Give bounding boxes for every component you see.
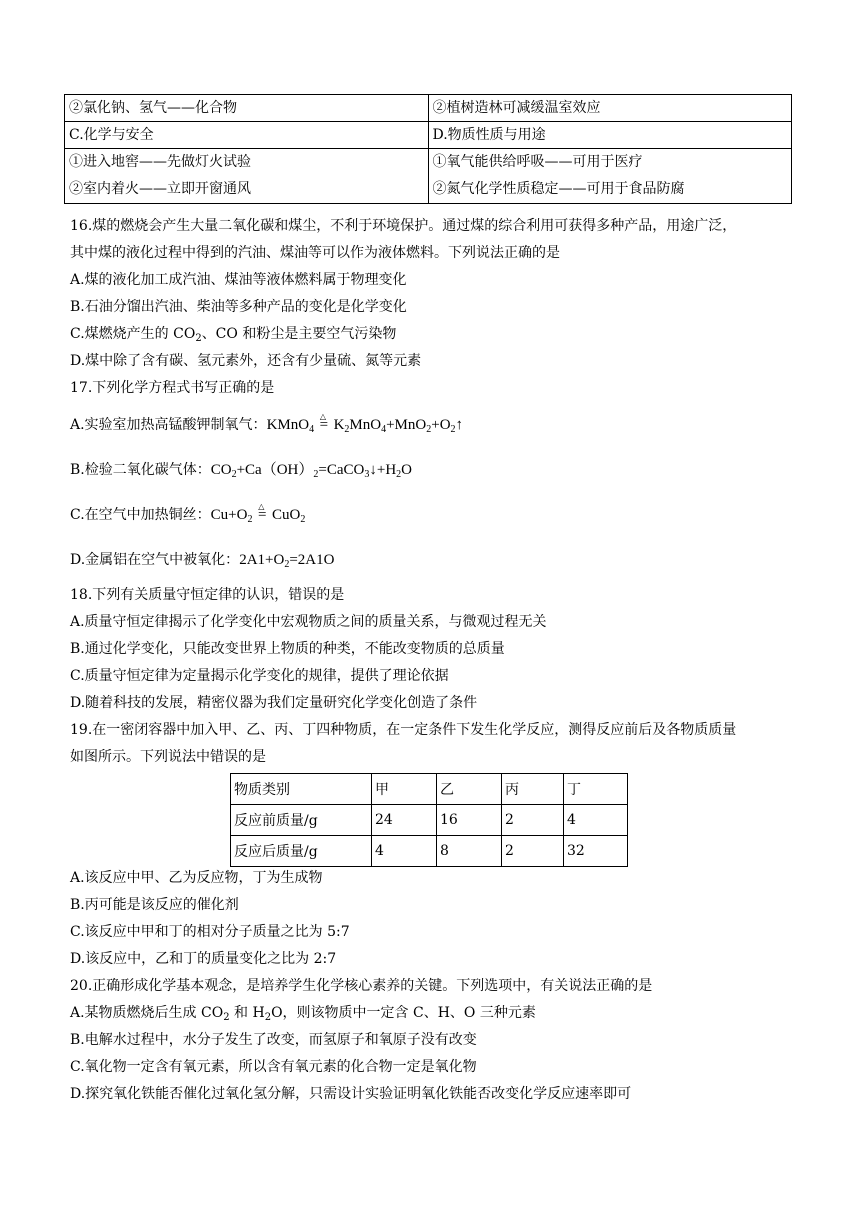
q16-option-c: [70, 324, 396, 344]
q19-data-table: [230, 773, 628, 867]
q19-option-c: C.该反应中甲和丁的相对分子质量之比为 5:7: [70, 924, 350, 940]
q15-option-c-items: [65, 149, 429, 204]
q19-header-cell: 物质类别: [231, 774, 372, 805]
q20-option-c: C.氧化物一定含有氧元素，所以含有氧元素的化合物一定是氧化物: [70, 1059, 477, 1075]
q15-d-item-1: ①氧气能供给呼吸——可用于医疗: [432, 154, 643, 170]
q19-header-cell: 丙: [502, 774, 564, 805]
q19-header-cell: 甲: [372, 774, 437, 805]
q17-a-equation: KMnO$_4$ △ = $K_2MnO_4+MnO_2+O_2↑$: [267, 417, 463, 433]
q15-options-table: [64, 94, 792, 204]
q19-table-row: [231, 805, 628, 836]
q19-header-cell: 乙: [437, 774, 502, 805]
q15-row1-left: ②氯化钠、氢气——化合物: [65, 95, 429, 122]
q15-option-d-items: [428, 149, 792, 204]
q15-c-item-2: ②室内着火——立即开窗通风: [69, 181, 251, 197]
q17-option-c: [70, 505, 305, 525]
q16-stem-line2: 其中煤的液化过程中得到的汽油、煤油等可以作为液体燃料。下列说法正确的是: [70, 245, 560, 261]
q19-cell: 8: [437, 836, 502, 867]
q19-table-header-row: [231, 774, 628, 805]
q17-d-eq-pre: 2A1+O: [239, 552, 285, 568]
q16-option-b: B.石油分馏出汽油、柴油等多种产品的变化是化学变化: [70, 299, 407, 315]
q19-cell: 32: [564, 836, 628, 867]
q20-a-pre: A.某物质燃烧后生成 CO: [70, 1005, 224, 1021]
q19-header-cell: 丁: [564, 774, 628, 805]
q19-cell: 2: [502, 836, 564, 867]
q18-option-d: D.随着科技的发展，精密仪器为我们定量研究化学变化创造了条件: [70, 695, 478, 711]
q20-stem: 20.正确形成化学基本观念，是培养学生化学核心素养的关键。下列选项中，有关说法正确的是: [70, 978, 653, 994]
q20-option-a: [70, 1003, 536, 1023]
q20-a-sub-2: 2: [264, 1012, 272, 1023]
q20-option-b: B.电解水过程中，水分子发生了改变，而氢原子和氧原子没有改变: [70, 1032, 477, 1048]
q15-option-d-header: D.物质性质与用途: [428, 122, 792, 149]
q19-cell: 4: [372, 836, 437, 867]
q17-d-eq-post: =2A1O: [289, 552, 335, 568]
q16-c-post: 、CO 和粉尘是主要空气污染物: [201, 326, 397, 342]
q17-a-label: A.实验室加热高锰酸钾制氧气：: [70, 417, 267, 433]
q16-c-pre: C.煤燃烧产生的 CO: [70, 326, 196, 342]
q15-c-item-1: ①进入地窖——先做灯火试验: [69, 154, 251, 170]
q18-option-a: A.质量守恒定律揭示了化学变化中宏观物质之间的质量关系，与微观过程无关: [70, 614, 547, 630]
q19-cell: 24: [372, 805, 437, 836]
q15-option-c-header: C.化学与安全: [65, 122, 429, 149]
q17-d-eq-sub: 2: [284, 559, 290, 570]
q20-a-mid: 和 H: [229, 1005, 265, 1021]
q19-option-d: D.该反应中，乙和丁的质量变化之比为 2:7: [70, 951, 337, 967]
q19-option-a: A.该反应中甲、乙为反应物，丁为生成物: [70, 870, 323, 886]
q16-option-d: D.煤中除了含有碳、氢元素外，还含有少量硫、氮等元素: [70, 353, 422, 369]
q17-d-equation: [239, 552, 334, 568]
q20-a-post: O，则该物质中一定含 C、H、O 三种元素: [271, 1005, 536, 1021]
q17-d-label: D.金属铝在空气中被氧化：: [70, 552, 240, 568]
q17-option-a: [70, 415, 463, 435]
q18-stem: 18.下列有关质量守恒定律的认识，错误的是: [70, 587, 345, 603]
q19-cell: 4: [564, 805, 628, 836]
q19-table-row: [231, 836, 628, 867]
q19-stem-line2: 如图所示。下列说法中错误的是: [70, 749, 266, 765]
q19-cell: 16: [437, 805, 502, 836]
q19-cell: 2: [502, 805, 564, 836]
q16-c-sub: 2: [195, 333, 202, 344]
q16-option-a: A.煤的液化加工成汽油、煤油等液体燃料属于物理变化: [70, 272, 407, 288]
q20-option-d: D.探究氧化铁能否催化过氧化氢分解，只需设计实验证明氧化铁能否改变化学反应速率即可: [70, 1086, 632, 1102]
q16-stem-line1: 16.煤的燃烧会产生大量二氧化碳和煤尘，不利于环境保护。通过煤的综合利用可获得多种产品，用途广泛，: [70, 218, 737, 234]
q19-cell: 反应后质量/g: [231, 836, 372, 867]
q15-d-item-2: ②氮气化学性质稳定——可用于食品防腐: [432, 181, 685, 197]
q17-option-b: [70, 460, 412, 480]
q17-b-equation: $CO_2+Ca(OH)_2=CaCO_3↓+H_2O$: [210, 462, 412, 480]
q17-c-equation: $Cu+O_2$ △ = CuO$_2$: [211, 507, 306, 523]
q17-option-d: [70, 550, 334, 570]
q17-b-label: B.检验二氧化碳气体：: [70, 462, 211, 478]
q17-c-label: C.在空气中加热铜丝：: [70, 507, 211, 523]
q19-stem-line1: 19.在一密闭容器中加入甲、乙、丙、丁四种物质，在一定条件下发生化学反应，测得反应前后及各物质质量: [70, 722, 737, 738]
q15-row1-right: ②植树造林可减缓温室效应: [428, 95, 792, 122]
q19-option-b: B.丙可能是该反应的催化剂: [70, 897, 239, 913]
q18-option-b: B.通过化学变化，只能改变世界上物质的种类，不能改变物质的总质量: [70, 641, 505, 657]
q19-cell: 反应前质量/g: [231, 805, 372, 836]
q17-stem: 17.下列化学方程式书写正确的是: [70, 380, 275, 396]
q20-a-sub-1: 2: [223, 1012, 230, 1023]
q18-option-c: C.质量守恒定律为定量揭示化学变化的规律，提供了理论依据: [70, 668, 449, 684]
